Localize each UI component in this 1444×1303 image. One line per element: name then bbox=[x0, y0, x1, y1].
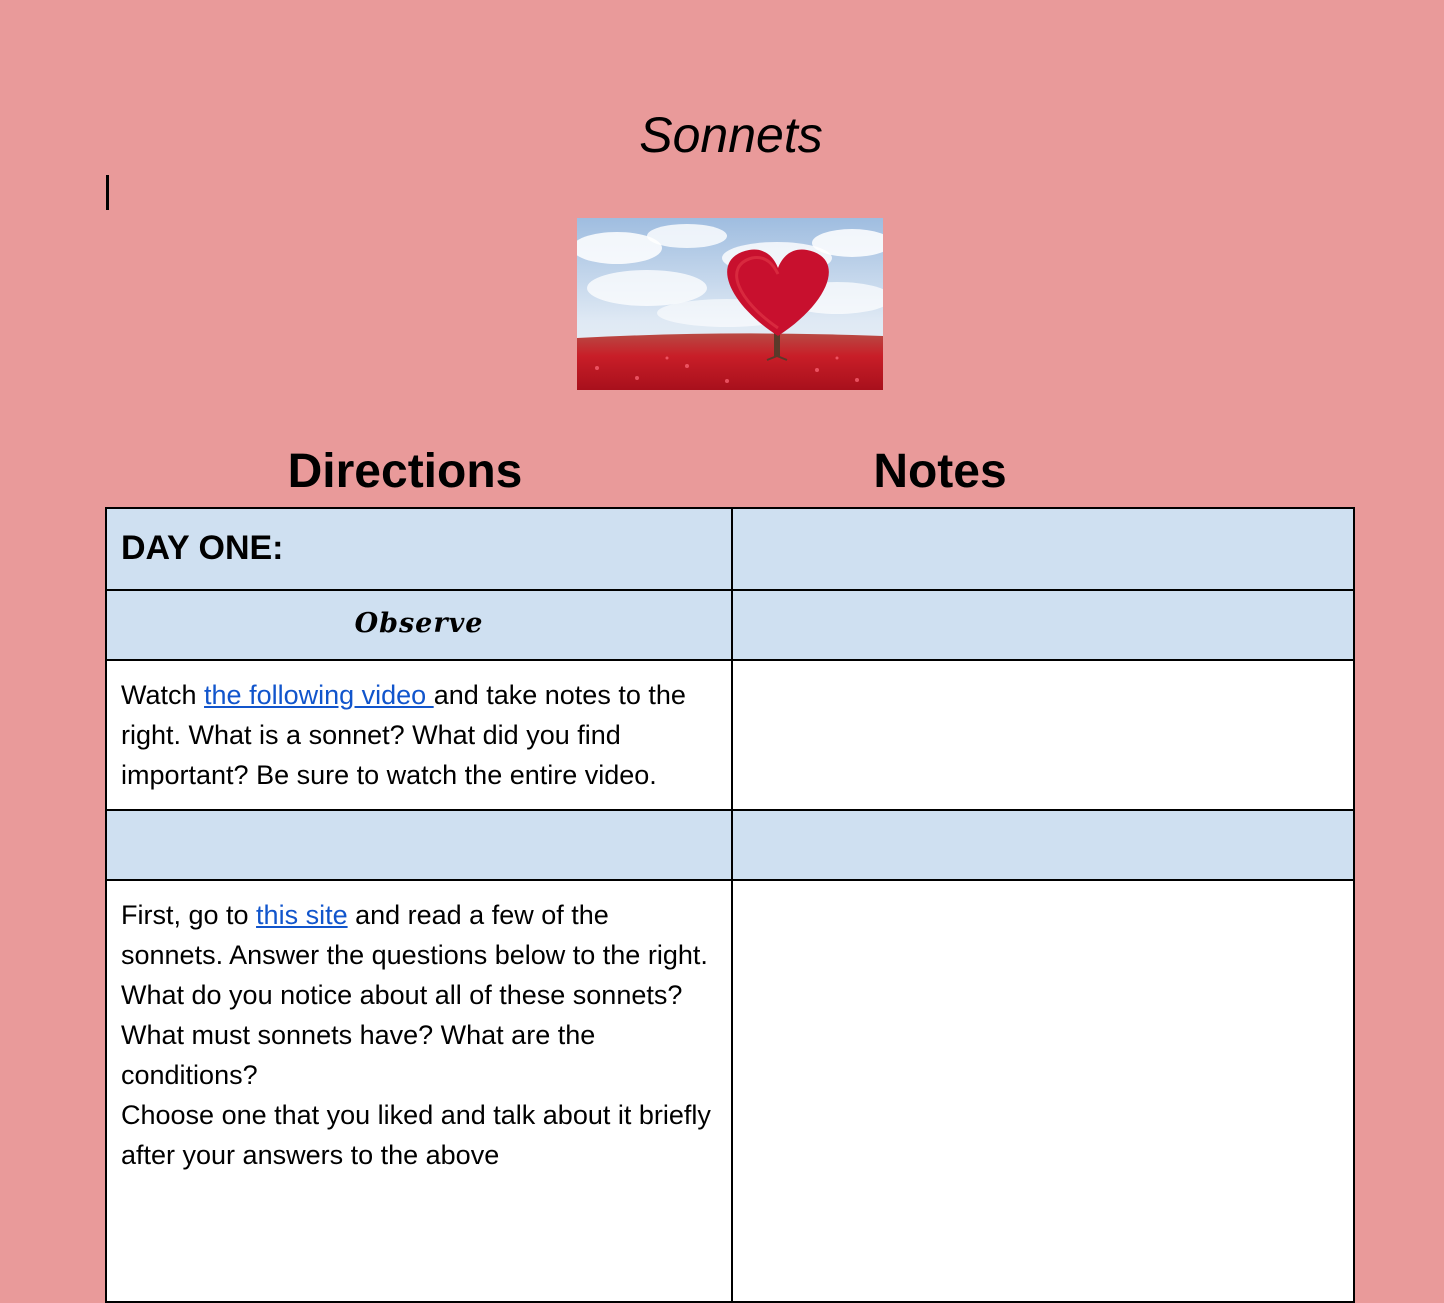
directions-cell[interactable] bbox=[106, 810, 732, 880]
notes-cell[interactable] bbox=[732, 810, 1354, 880]
directions-cell[interactable] bbox=[106, 880, 732, 1302]
document-title: Sonnets bbox=[639, 107, 823, 163]
directions-cell[interactable] bbox=[106, 660, 732, 810]
notes-cell[interactable] bbox=[732, 880, 1354, 1302]
notes-cell[interactable] bbox=[732, 508, 1354, 590]
table-row bbox=[106, 508, 1354, 590]
notes-cell[interactable] bbox=[732, 660, 1354, 810]
site-link[interactable]: this site bbox=[256, 900, 348, 930]
heart-tree-icon bbox=[577, 218, 883, 390]
directions-heading: Directions bbox=[287, 445, 523, 498]
notes-cell[interactable] bbox=[732, 590, 1354, 660]
question-notice: What do you notice about all of these sonnets? bbox=[121, 980, 683, 1010]
text-cursor bbox=[106, 175, 109, 210]
directions-notes-table bbox=[105, 507, 1355, 1303]
question-choose: Choose one that you liked and talk about it briefly after your answers to the above bbox=[121, 1100, 711, 1170]
question-conditions: What must sonnets have? What are the conditions? bbox=[121, 1020, 596, 1090]
table-row bbox=[106, 880, 1354, 1302]
observe-label: Observe bbox=[354, 608, 484, 639]
notes-heading: Notes bbox=[873, 445, 1007, 498]
watch-instructions: Watch the following video and take notes to the right. What is a sonnet? What did you find important? Be sure to watch the entire video. bbox=[121, 680, 686, 790]
table-row bbox=[106, 810, 1354, 880]
table-row bbox=[106, 590, 1354, 660]
heart-tree-image bbox=[577, 218, 883, 390]
table-row bbox=[106, 660, 1354, 810]
read-sonnets-instructions: First, go to this site and read a few of the sonnets. Answer the questions below to the right. bbox=[121, 900, 708, 970]
video-link[interactable]: the following video bbox=[204, 680, 434, 710]
directions-cell[interactable] bbox=[106, 590, 732, 660]
day-one-label: DAY ONE: bbox=[121, 529, 284, 567]
directions-cell[interactable] bbox=[106, 508, 732, 590]
